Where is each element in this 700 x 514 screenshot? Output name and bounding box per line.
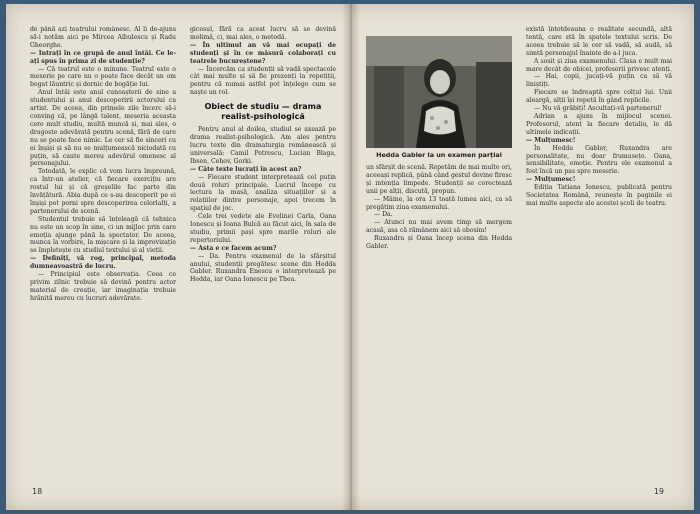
body-paragraph: Ruxandra și Oana încep scena din Hedda Gabler.: [366, 235, 512, 251]
right-page-column-1: [366, 26, 512, 496]
left-page-column-1: [30, 26, 176, 484]
body-paragraph: În Hedda Gabler, Ruxandra are personalitate, nu doar frumusețe. Oana, sensibilitate, emoție. Pentru ele examenul a fost încă un pas spre meserie.: [526, 144, 672, 176]
hedda-gabler-photo: [366, 36, 512, 148]
page-number-right: 19: [653, 487, 664, 496]
body-paragraph: — Nu vă grăbiți! Ascultați-vă partenerul!: [534, 105, 662, 113]
interview-question: — Intrați în ce grupă de anul întâi. Ce le-ați spus în prima zi de studenție?: [30, 49, 176, 65]
body-paragraph: gicesul, fără ca acest lucru să se devină molimă, ci, mai ales, o metodă.: [190, 26, 336, 41]
page-number-left: 18: [32, 487, 43, 496]
body-paragraph: — Mâine, la ora 13 toată lumea aici, ca să pregătim ziua examenului.: [366, 195, 512, 211]
body-paragraph: Fiecare se îndreaptă spre colțul lui. Unii aleargă, alții își repetă în gând replicile.: [526, 89, 672, 105]
interview-question: — Mulțumesc!: [526, 176, 576, 184]
interview-question: — Definiți, vă rog, principal, metoda dumneavoastră de lucru.: [30, 255, 176, 271]
body-paragraph: Ediția Tatiana Ionescu, publicată pentru Societatea Română, reunește în paginile ei mai multe aspecte ale acestei școli de teatru.: [526, 184, 672, 207]
body-paragraph: Totodată, le explic că vom lucra împreună, ca într-un atelier, că fiecare exercițiu are rostul lui și că greșelile fac parte din învățătură. Abia după ce s-au descoperit pe ei înșiși pot porni spre descoperirea celorlalți, a partenerului de scenă.: [30, 168, 176, 215]
body-paragraph: — Fiecare student interpretează cel puțin două roluri principale. Lucrul începe cu lectura la masă, analiza situațiilor și a relațiilor dintre personaje, apoi trecem în spațiul de joc.: [190, 173, 336, 213]
right-page-column-2: [526, 26, 672, 484]
body-paragraph: Anul întâi este anul cunoașterii de sine a studentului și anul descoperirii actorului ca artist. De aceea, din primele zile încerc să-i conving că, pe lângă talent, meseria aceasta cere mult studiu, multă muncă și, mai ales, o dragoste adevărată pentru scenă, fără de care nu se poate face nimic. Le cer să fie sinceri cu ei înșiși și să nu se mulțumească niciodată cu puțin, să caute mereu adevărul omenesc al personajului.: [30, 89, 176, 168]
left-page-column-2: [190, 26, 336, 484]
body-paragraph: — Atunci nu mai avem timp să mergem acasă, asa că rămânem aici să obosim!: [366, 219, 512, 235]
body-paragraph: Pentru anul al doilea, studiul se axează pe drama realist-psihologică. Am ales pentru lucru texte din dramaturgia românească și universală: Camil Petrescu, Lucian Blaga, Ibsen, Cehov, Gorki.: [190, 126, 336, 165]
right-page-column-1-text: [366, 164, 512, 486]
body-paragraph: Adrian a ajuns în mijlocul scenei. Profesorul, atent la fiecare detaliu, le dă ultimele indicații.: [526, 112, 672, 136]
body-paragraph: Cele trei vedete ale Evelinei Carla, Oana Ionescu și Ioana Bulcă au făcut aici, în sala de studiu, primii pași spre marile roluri ale repertoriului.: [190, 213, 336, 244]
body-paragraph: de până azi teatrului românesc. Al li de-ajuns să-i notăm aici pe Mircea Albulescu și Radu Gheorghe.: [30, 26, 176, 49]
photo-caption: Hedda Gabler la un examen parțial: [376, 151, 502, 159]
right-page: [366, 26, 672, 496]
magazine-spread: [6, 4, 694, 510]
body-paragraph: există întotdeauna o realitate secundă, altă tentă, care stă în spatele textului scris. De aceea trebuie să le cer să vadă, să audă, să simtă personajul înainte de a-l juca.: [526, 26, 672, 57]
interview-question: — În ultimul an vă mai ocupați de studenți și în ce măsură colaborați cu teatrele bucureștene?: [190, 41, 336, 65]
body-paragraph: un sfârșit de scenă. Repetăm de mai multe ori, aceeași replică, până când gestul devine firesc și intenția limpede. Studenții se corectează unii pe alții, discută, propun.: [366, 164, 512, 195]
section-heading: Obiect de studiu — drama realist-psihologică: [204, 102, 322, 122]
body-paragraph: — Principiul este observația. Ceea ce privim zilnic trebuie să devină pentru actor material de creație, iar imaginația trebuie hrănită mereu cu lucruri adevărate.: [30, 271, 176, 302]
book-gutter: [342, 4, 360, 510]
left-page: [30, 26, 336, 496]
interview-question: — Asta e ce facem acum?: [190, 244, 277, 252]
body-paragraph: — Hai, copii, jucați-vă puțin ca să vă liniștiți.: [526, 73, 672, 89]
body-paragraph: A sosit și ziua examenului. Clasa e mult mai mare decât de obicei, profesorii privesc atenți.: [526, 57, 672, 73]
interview-question: — Câte texte lucrați în acest an?: [190, 165, 302, 173]
interview-question: — Mulțumesc!: [526, 136, 576, 144]
body-paragraph: Studentul trebuie să înțeleagă că tehnica nu este un scop în sine, ci un mijloc prin care emoția ajunge până la spectator. De aceea, munca la vorbire, la mișcare și la improvizație se împletește cu studiul textului și al vieții.: [30, 215, 176, 255]
body-paragraph: — Da. Pentru examenul de la sfârșitul anului, studenții pregătesc scene din Hedda Gabler. Ruxandra Enescu o interpretează pe Hedda, iar Oana Ionescu pe Thea.: [190, 252, 336, 284]
body-paragraph: — Da.: [374, 211, 393, 219]
body-paragraph: — Că teatrul este o minune. Teatrul este o meserie pe care nu o poate face decât un om bogat lăuntric și dornic de bogăție lui.: [30, 65, 176, 89]
body-paragraph: — Încercăm ca studenții să vadă spectacole cât mai multe și să fie prezenți la repetiții, pentru că numai astfel pot înțelege cum se naște un rol.: [190, 65, 336, 97]
